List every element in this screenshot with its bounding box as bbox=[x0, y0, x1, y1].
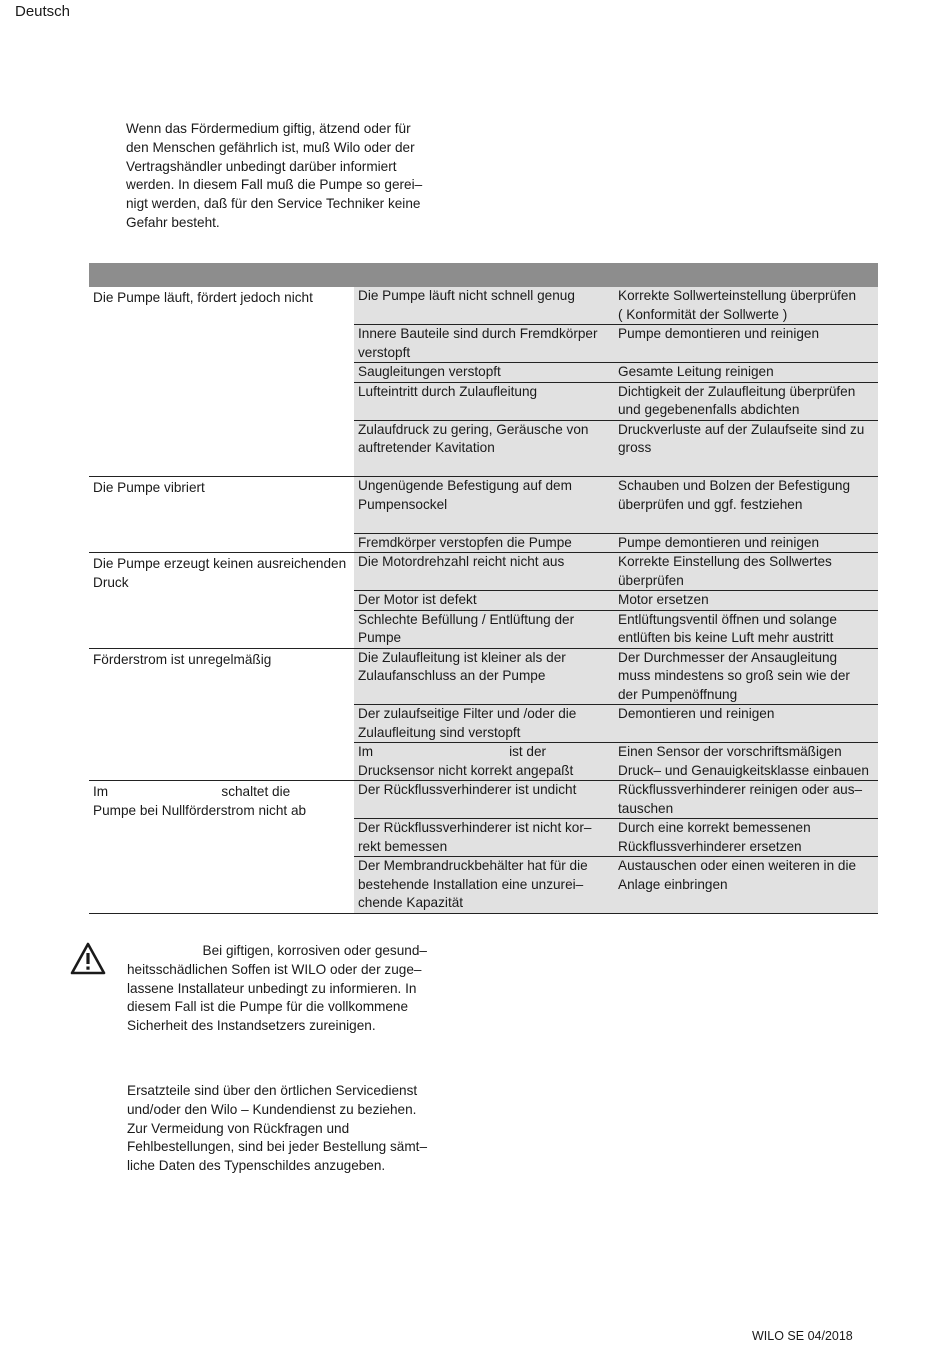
remedy-line: muss mindestens so groß sein wie der bbox=[618, 668, 850, 683]
remedy-cell bbox=[614, 421, 878, 477]
cause-line: bestehende Installation eine unzurei– bbox=[358, 876, 584, 892]
cause-line: verstopft bbox=[358, 344, 411, 360]
remedy-line: Druck– und Genauigkeitsklasse einbauen bbox=[618, 762, 869, 778]
cause-line: Lufteintritt durch Zulaufleitung bbox=[358, 383, 538, 399]
text-line: Ersatzteile sind über den örtlichen Servicedienst bbox=[127, 1083, 418, 1098]
problem-line: Druck bbox=[93, 574, 129, 590]
text-line: Bei giftigen, korrosiven oder gesund– bbox=[127, 943, 427, 958]
remedy-line: Demontieren und reinigen bbox=[618, 706, 775, 721]
remedy-line: Der Durchmesser der Ansaugleitung bbox=[618, 649, 838, 665]
remedy-line: Gesamte Leitung reinigen bbox=[618, 364, 774, 379]
table-group bbox=[89, 649, 878, 782]
problem-cell bbox=[89, 553, 354, 648]
cause-line: Innere Bauteile sind durch Fremdkörper bbox=[358, 326, 598, 341]
cause-line: Der Motor ist defekt bbox=[358, 592, 477, 607]
cause-cell bbox=[354, 363, 614, 382]
remedy-line: Entlüftungsventil öffnen und solange bbox=[618, 611, 837, 627]
cause-line: chende Kapazität bbox=[358, 895, 464, 910]
table-group bbox=[89, 287, 878, 477]
problem-cell bbox=[89, 781, 354, 913]
cause-line bbox=[358, 458, 610, 477]
cause-cell bbox=[354, 553, 614, 590]
problem-cell bbox=[89, 649, 354, 781]
text-line: heitsschädlichen Soffen ist WILO oder der zuge– bbox=[127, 961, 422, 977]
text-line: Wenn das Fördermedium giftig, ätzend oder für bbox=[126, 121, 411, 136]
remedy-line: Rückflussverhinderer ersetzen bbox=[618, 838, 802, 854]
intro-paragraph bbox=[126, 120, 446, 233]
text-line: Zur Vermeidung von Rückfragen und bbox=[127, 1120, 350, 1136]
text-line: Sicherheit des Instandsetzers zureinigen. bbox=[127, 1018, 376, 1034]
warning-triangle-icon bbox=[70, 942, 106, 976]
troubleshooting-table bbox=[89, 263, 878, 914]
text-line: den Menschen gefährlich ist, muß Wilo oder der bbox=[126, 139, 415, 155]
text-line: liche Daten des Typenschildes anzugeben. bbox=[127, 1158, 386, 1174]
cause-cell bbox=[354, 743, 614, 780]
remedy-cell bbox=[614, 591, 878, 610]
text-line: und/oder den Wilo – Kundendienst zu beziehen. bbox=[127, 1101, 417, 1117]
text-line: werden. In diesem Fall muß die Pumpe so gerei– bbox=[126, 177, 423, 193]
table-row bbox=[354, 324, 878, 362]
warning-paragraph bbox=[127, 942, 447, 1036]
cause-line: auftretender Kavitation bbox=[358, 440, 495, 455]
table-row bbox=[354, 704, 878, 742]
table-row bbox=[354, 610, 878, 648]
remedy-line: entlüften bis keine Luft mehr austritt bbox=[618, 630, 834, 645]
cause-line: Schlechte Befüllung / Entlüftung der bbox=[358, 611, 575, 627]
cause-cell bbox=[354, 649, 614, 705]
remedy-line: Anlage einbringen bbox=[618, 876, 728, 892]
problem-cell bbox=[89, 477, 354, 552]
remedy-line: Pumpe demontieren und reinigen bbox=[618, 326, 820, 341]
remedy-line: Korrekte Sollwerteinstellung überprüfen bbox=[618, 288, 857, 303]
remedy-cell bbox=[614, 325, 878, 362]
cause-line: Der Rückflussverhinderer ist undicht bbox=[358, 782, 577, 797]
text-line: Vertragshändler unbedingt darüber informiert bbox=[126, 158, 397, 174]
table-group bbox=[89, 477, 878, 553]
cause-cell bbox=[354, 477, 614, 533]
language-label: Deutsch bbox=[15, 3, 71, 20]
table-header-bar bbox=[89, 263, 878, 287]
remedy-line: Durch eine korrekt bemessenen bbox=[618, 820, 811, 835]
remedy-cell bbox=[614, 363, 878, 382]
remedy-line: ( Konformität der Sollwerte ) bbox=[618, 306, 788, 322]
cause-line: Zulaufdruck zu gering, Geräusche von bbox=[358, 421, 589, 437]
table-row bbox=[354, 362, 878, 382]
cause-line: Zulaufanschluss an der Pumpe bbox=[358, 668, 546, 683]
table-body bbox=[89, 287, 878, 914]
text-line: Fehlbestellungen, sind bei jeder Bestellung sämt– bbox=[127, 1139, 428, 1155]
table-row bbox=[354, 649, 878, 705]
text-line: diesem Fall ist die Pumpe für die vollkommene bbox=[127, 999, 409, 1015]
cause-cell bbox=[354, 857, 614, 913]
cause-line: Der zulaufseitige Filter und /oder die bbox=[358, 706, 577, 721]
remedy-line: überprüfen bbox=[618, 572, 684, 588]
spare-parts-paragraph bbox=[127, 1082, 447, 1176]
cause-cell bbox=[354, 421, 614, 477]
remedy-cell bbox=[614, 705, 878, 742]
remedy-line: der Pumpenöffnung bbox=[618, 686, 738, 702]
remedy-line: Pumpe demontieren und reinigen bbox=[618, 534, 820, 550]
table-row bbox=[354, 553, 878, 590]
table-row bbox=[354, 856, 878, 913]
remedy-line: überprüfen und ggf. festziehen bbox=[618, 496, 803, 512]
remedy-line: gross bbox=[618, 440, 652, 455]
remedy-line: Motor ersetzen bbox=[618, 592, 709, 607]
remedy-cell bbox=[614, 287, 878, 324]
remedy-line: Druckverluste auf der Zulaufseite sind zu bbox=[618, 421, 865, 437]
remedy-cell bbox=[614, 383, 878, 420]
problem-line: Die Pumpe erzeugt keinen ausreichenden bbox=[93, 556, 347, 571]
cause-cell bbox=[354, 591, 614, 610]
text-line: nigt werden, daß für den Service Techniker keine bbox=[126, 196, 421, 212]
remedy-line: Schauben und Bolzen der Befestigung bbox=[618, 478, 851, 493]
cause-cell bbox=[354, 383, 614, 420]
cause-cell bbox=[354, 705, 614, 742]
cause-line: Ungenügende Befestigung auf dem bbox=[358, 478, 572, 493]
table-row bbox=[354, 590, 878, 610]
remedy-cell bbox=[614, 553, 878, 590]
cause-cell bbox=[354, 287, 614, 324]
cause-line: Der Membrandruckbehälter hat für die bbox=[358, 858, 588, 873]
remedy-cell bbox=[614, 534, 878, 553]
remedy-line: Dichtigkeit der Zulaufleitung überprüfen bbox=[618, 383, 856, 399]
cause-line: Zulaufleitung sind verstopft bbox=[358, 724, 521, 740]
text-line: lassene Installateur unbedingt zu informieren. In bbox=[127, 980, 417, 996]
remedy-cell bbox=[614, 477, 878, 533]
table-row bbox=[354, 742, 878, 780]
footer-text: WILO SE 04/2018 bbox=[752, 1329, 853, 1343]
cause-line: rekt bemessen bbox=[358, 838, 448, 854]
cause-cell bbox=[354, 325, 614, 362]
table-row bbox=[354, 781, 878, 818]
table-row bbox=[354, 533, 878, 553]
cause-cell bbox=[354, 781, 614, 818]
remedy-cell bbox=[614, 781, 878, 818]
cause-cell bbox=[354, 611, 614, 648]
remedy-line: und gegebenenfalls abdichten bbox=[618, 402, 800, 417]
cause-line: Die Motordrehzahl reicht nicht aus bbox=[358, 554, 565, 569]
table-row bbox=[354, 420, 878, 477]
remedy-cell bbox=[614, 611, 878, 648]
cause-line: Drucksensor nicht korrekt angepaßt bbox=[358, 762, 574, 778]
table-row bbox=[354, 287, 878, 324]
cause-line bbox=[358, 514, 610, 533]
cause-cell bbox=[354, 534, 614, 553]
cause-line: Der Rückflussverhinderer ist nicht kor– bbox=[358, 820, 592, 835]
cause-line: Saugleitungen verstopft bbox=[358, 364, 501, 379]
problem-line: Die Pumpe vibriert bbox=[93, 480, 205, 495]
remedy-line: Einen Sensor der vorschriftsmäßigen bbox=[618, 744, 842, 759]
remedy-line: tauschen bbox=[618, 800, 674, 816]
cause-cell bbox=[354, 819, 614, 856]
cause-line: Im ist der bbox=[358, 744, 547, 759]
table-group bbox=[89, 781, 878, 914]
table-row bbox=[354, 818, 878, 856]
cause-line: Fremdkörper verstopfen die Pumpe bbox=[358, 534, 572, 550]
remedy-cell bbox=[614, 743, 878, 780]
text-line: Gefahr besteht. bbox=[126, 214, 220, 230]
remedy-line: Korrekte Einstellung des Sollwertes bbox=[618, 554, 832, 569]
remedy-line: Rückflussverhinderer reinigen oder aus– bbox=[618, 782, 863, 797]
remedy-line: Austauschen oder einen weiteren in die bbox=[618, 858, 857, 873]
problem-line: Im schaltet die bbox=[93, 784, 291, 799]
problem-line: Pumpe bei Nullförderstrom nicht ab bbox=[93, 802, 307, 818]
cause-line: Pumpe bbox=[358, 630, 402, 645]
table-group bbox=[89, 553, 878, 649]
cause-line: Die Zulaufleitung ist kleiner als der bbox=[358, 649, 566, 665]
table-row bbox=[354, 477, 878, 533]
remedy-cell bbox=[614, 649, 878, 705]
cause-line: Pumpensockel bbox=[358, 496, 448, 512]
cause-line: Die Pumpe läuft nicht schnell genug bbox=[358, 288, 575, 303]
remedy-cell bbox=[614, 819, 878, 856]
problem-line: Förderstrom ist unregelmäßig bbox=[93, 651, 272, 667]
remedy-cell bbox=[614, 857, 878, 913]
table-row bbox=[354, 382, 878, 420]
problem-line: Die Pumpe läuft, fördert jedoch nicht bbox=[93, 290, 313, 305]
problem-cell bbox=[89, 287, 354, 476]
